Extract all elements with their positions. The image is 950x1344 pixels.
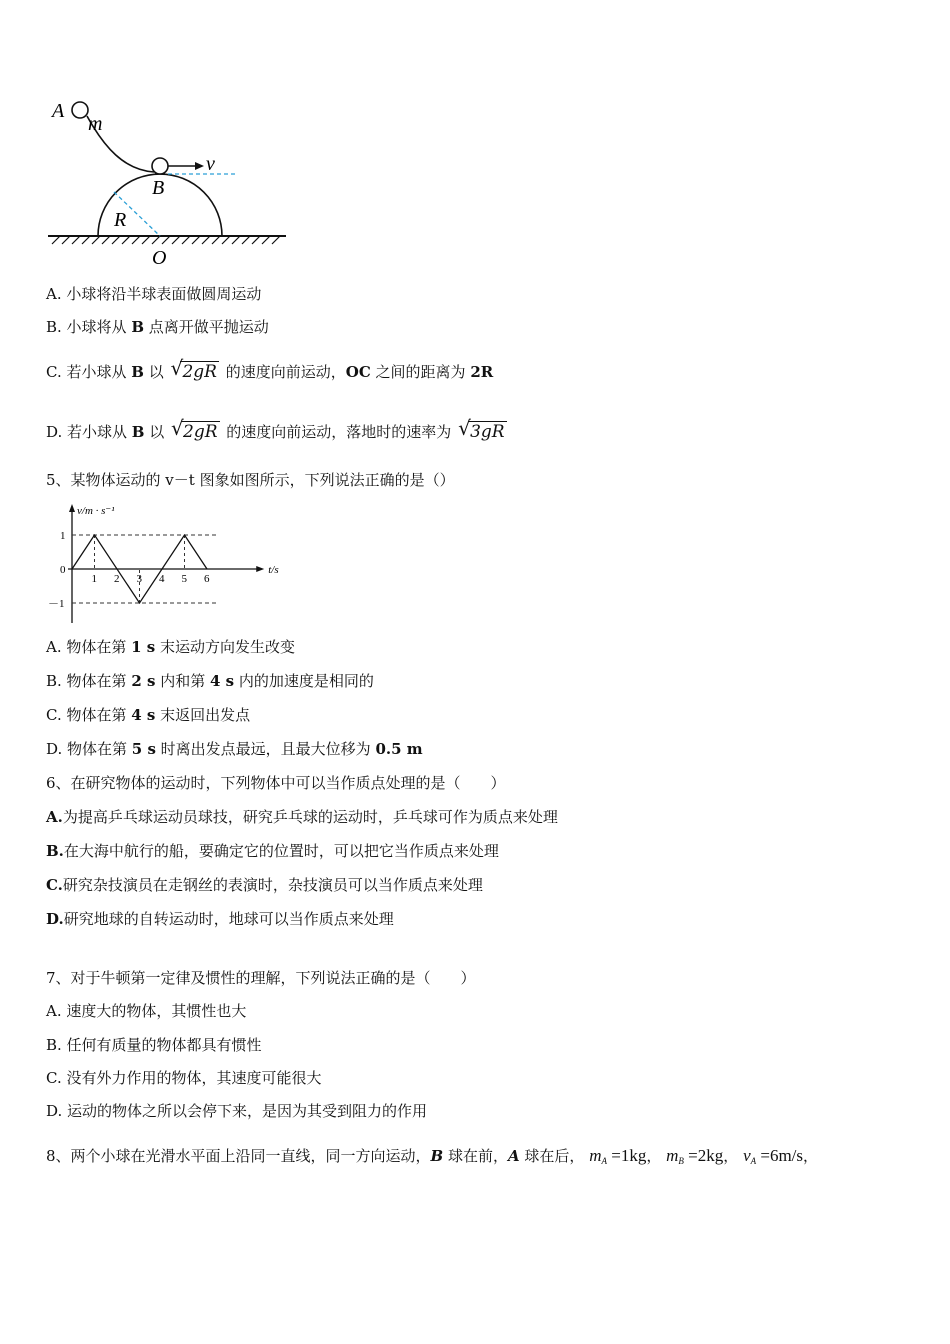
- ball-a: [72, 102, 88, 118]
- q6-option-c: [46, 875, 483, 895]
- q8-sep1: ，: [646, 1147, 662, 1165]
- q8-mid: 球在前，: [443, 1147, 509, 1165]
- q5-b-mid: 内和第: [155, 672, 210, 690]
- q4-d-pre: D. 若小球从: [46, 423, 132, 441]
- q8-eq3: =6m/s: [756, 1146, 804, 1165]
- q4-b-bold: B: [131, 318, 145, 336]
- label-b: B: [152, 177, 165, 199]
- q4-option-c: [46, 356, 494, 382]
- q5-d-b1: 5 s: [131, 740, 156, 758]
- q4-option-d: [46, 416, 509, 442]
- label-a: A: [52, 100, 65, 122]
- q4-c-mid3: 之间的距离为: [370, 363, 471, 381]
- y-tick-label: 0: [60, 564, 66, 576]
- ball-b: [152, 158, 168, 174]
- velocity-arrowhead: [195, 162, 204, 170]
- x-axis-label: t/s: [268, 564, 279, 576]
- q4-c-2r: 2R: [470, 363, 494, 381]
- q5-c-pre: C. 物体在第: [46, 706, 132, 724]
- q8-pre: 8、两个小球在光滑水平面上沿同一直线，同一方向运动，: [46, 1147, 431, 1165]
- q5-d-pre: D. 物体在第: [46, 740, 132, 758]
- q5-a-b: 1 s: [131, 638, 156, 656]
- q8-stem: [46, 1146, 818, 1171]
- label-v: v: [206, 153, 215, 175]
- q5-stem: 5、某物体运动的 v－t 图象如图所示，下列说法正确的是（）: [46, 471, 455, 489]
- q6-option-a: [46, 807, 558, 827]
- q6-d-text: 研究地球的自转运动时，地球可以当作质点来处理: [63, 910, 394, 928]
- q5-option-c: [46, 705, 250, 725]
- x-tick-label: 1: [91, 573, 97, 585]
- q8-v-sym: v: [743, 1146, 751, 1165]
- q5-option-b: [46, 671, 374, 691]
- q5-a-pre: A. 物体在第: [46, 638, 132, 656]
- q5-b-b1: 2 s: [131, 672, 156, 690]
- q8-sep2: ，: [723, 1147, 739, 1165]
- q4-c-mid2: 的速度向前运动，: [220, 363, 346, 381]
- q4-option-b: [46, 317, 269, 337]
- q8-ball-a: A: [508, 1147, 520, 1165]
- q8-eq1: =1kg: [607, 1146, 647, 1165]
- vt-chart: [44, 500, 279, 626]
- q5-c-post: 末返回出发点: [155, 706, 251, 724]
- q5-b-pre: B. 物体在第: [46, 672, 132, 690]
- q6-a-key: A.: [46, 808, 63, 826]
- q5-a-post: 末运动方向发生改变: [155, 638, 296, 656]
- label-r: R: [114, 209, 127, 231]
- q4-d-radicand: 2gR: [183, 422, 218, 442]
- label-o: O: [152, 247, 167, 269]
- y-axis-arrowhead: [69, 504, 75, 512]
- q4-option-a: A. 小球将沿半球表面做圆周运动: [46, 285, 262, 303]
- q8-v-sub-a: A: [750, 1156, 757, 1166]
- q5-option-a: [46, 637, 295, 657]
- q4-b-pre: B. 小球将从: [46, 318, 132, 336]
- q6-option-d: [46, 909, 394, 929]
- q8-sep3: ，: [803, 1147, 819, 1165]
- x-tick-label: 6: [204, 573, 210, 585]
- q5-b-post: 内的加速度是相同的: [234, 672, 374, 690]
- q6-b-text: 在大海中航行的船，要确定它的位置时，可以把它当作质点来处理: [63, 842, 499, 860]
- ground-hatch: [52, 236, 280, 244]
- y-axis-label: v/m · s⁻¹: [77, 505, 115, 517]
- q8-va: [743, 1146, 803, 1165]
- q8-m-sub-b: B: [678, 1156, 684, 1166]
- q7-option-c: C. 没有外力作用的物体，其速度可能很大: [46, 1069, 322, 1087]
- q8-mid2: 球在后，: [519, 1147, 585, 1165]
- q8-m-sub-a: A: [601, 1156, 607, 1166]
- q4-c-oc: OC: [345, 363, 371, 381]
- hemisphere-figure: [44, 92, 294, 272]
- q6-c-text: 研究杂技演员在走钢丝的表演时，杂技演员可以当作质点来处理: [62, 876, 483, 894]
- q8-ma: [589, 1146, 646, 1165]
- q6-a-text: 为提高乒乓球运动员球技，研究乒乓球的运动时，乒乓球可作为质点来处理: [62, 808, 558, 826]
- q4-c-pre: C. 若小球从: [46, 363, 132, 381]
- q4-c-mid: 以: [143, 363, 169, 381]
- q7-option-a: A. 速度大的物体，其惯性也大: [46, 1002, 247, 1020]
- sqrt-2gR: √ 2gR: [170, 356, 217, 382]
- q8-mb: [666, 1146, 723, 1165]
- q4-d-radicand2: 3gR: [470, 422, 505, 442]
- x-axis-arrowhead: [256, 566, 264, 572]
- x-tick-label: 2: [114, 573, 120, 585]
- q8-ball-b: B: [430, 1147, 444, 1165]
- q5-c-b: 4 s: [131, 706, 156, 724]
- y-tick-label: 1: [60, 530, 66, 542]
- q4-c-b: B: [131, 363, 144, 381]
- y-tick-label: －1: [48, 598, 65, 610]
- q7-option-b: B. 任何有质量的物体都具有惯性: [46, 1036, 262, 1054]
- q8-m-sym: m: [589, 1146, 602, 1165]
- q6-d-key: D.: [46, 910, 64, 928]
- q8-m-sym-2: m: [666, 1146, 679, 1165]
- q6-stem: 6、在研究物体的运动时，下列物体中可以当作质点处理的是（ ）: [46, 774, 506, 792]
- q7-option-d: D. 运动的物体之所以会停下来，是因为其受到阻力的作用: [46, 1102, 428, 1120]
- q6-c-key: C.: [46, 876, 63, 894]
- sqrt-3gR: √ 3gR: [458, 416, 505, 442]
- q5-d-b2: 0.5 m: [375, 740, 423, 758]
- q4-d-b: B: [131, 423, 145, 441]
- label-m: m: [88, 113, 103, 135]
- q4-d-mid2: 的速度向前运动，落地时的速率为: [221, 423, 457, 441]
- q6-option-b: [46, 841, 499, 861]
- q6-b-key: B.: [46, 842, 64, 860]
- q4-d-mid: 以: [144, 423, 170, 441]
- q4-b-post: 点离开做平抛运动: [144, 318, 269, 336]
- x-tick-label: 3: [136, 573, 142, 585]
- q5-d-mid: 时离出发点最远，且最大位移为: [155, 740, 376, 758]
- q4-c-radicand: 2gR: [182, 362, 217, 382]
- q7-stem: 7、对于牛顿第一定律及惯性的理解，下列说法正确的是（ ）: [46, 969, 476, 987]
- q8-eq2: =2kg: [683, 1146, 724, 1165]
- sqrt-2gR: √ 2gR: [171, 416, 218, 442]
- q5-option-d: [46, 739, 423, 759]
- x-tick-label: 4: [159, 573, 165, 585]
- q5-b-b2: 4 s: [209, 672, 235, 690]
- x-tick-label: 5: [181, 573, 187, 585]
